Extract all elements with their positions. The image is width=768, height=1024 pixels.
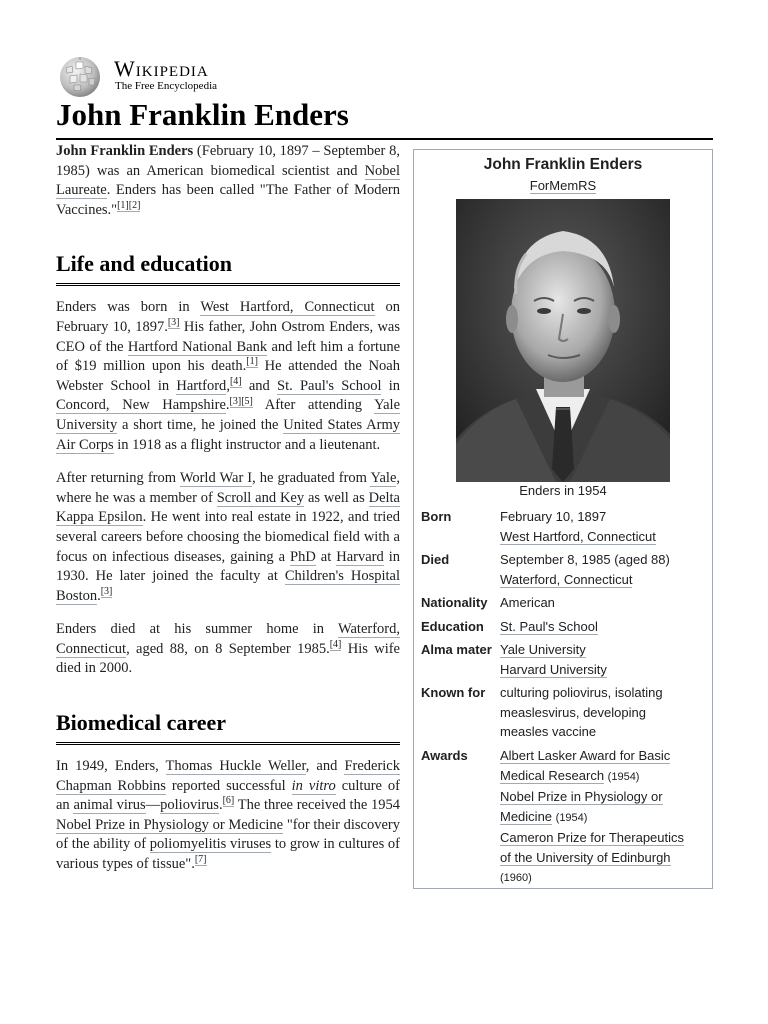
life-paragraph-1: [56, 298, 400, 455]
life-paragraph-2: [56, 469, 400, 606]
text-run: "for their discovery of the ability of: [56, 816, 400, 853]
page-title: John Franklin Enders: [56, 96, 713, 140]
link-scroll-and-key[interactable]: Scroll and Key: [216, 489, 305, 506]
row-label: Education: [421, 619, 484, 634]
link-in-vitro[interactable]: in vitro: [291, 777, 336, 794]
link-nobel-laureate[interactable]: Nobel Laureate: [56, 162, 400, 199]
photo-caption: Enders in 1954: [519, 483, 607, 498]
portrait-photo[interactable]: [456, 199, 670, 482]
link-alma-yale[interactable]: Yale University: [500, 642, 586, 657]
link-hartford-national-bank[interactable]: Hartford National Bank: [127, 338, 268, 355]
text-run: (February 10, 1897 – September 8, 1985) was an American biomedical scientist and: [56, 143, 400, 179]
text-run: as well as: [304, 489, 369, 506]
text-run: , he graduated from: [252, 470, 371, 487]
born-date: February 10, 1897: [500, 509, 607, 524]
text-run: at: [315, 548, 337, 565]
known-for-line: measles vaccine: [500, 724, 597, 739]
award-year: (1954): [555, 811, 588, 824]
portrait-illustration: [456, 199, 670, 482]
award-year: (1960): [500, 872, 532, 884]
link-lasker-award[interactable]: Albert Lasker Award for Basic: [500, 748, 671, 763]
intro-paragraph: [56, 142, 400, 220]
link-cameron-prize[interactable]: Cameron Prize for Therapeutics: [500, 830, 685, 845]
row-value: [500, 617, 710, 637]
link-nobel-prize[interactable]: Nobel Prize in Physiology or: [500, 789, 663, 804]
link-poliomyelitis-viruses[interactable]: poliomyelitis viruses: [149, 836, 272, 853]
text-run: , where he was a member of: [56, 470, 400, 506]
row-value: [500, 593, 710, 613]
text-run: , and: [305, 758, 345, 775]
link-st-pauls-school[interactable]: St. Paul's School: [277, 377, 382, 394]
text-run: in 1918 as a flight instructor and a lieutenant.: [113, 436, 381, 453]
text-run: Enders died at his summer home in: [56, 621, 338, 638]
text-run: on February 10, 1897.: [56, 299, 400, 335]
citation-ref[interactable]: [3][5]: [229, 395, 253, 407]
text-run: , aged 88, on 8 September 1985.: [126, 640, 330, 657]
citation-ref[interactable]: [1]: [246, 356, 258, 368]
link-yale[interactable]: Yale: [370, 470, 397, 487]
link-world-war-i[interactable]: World War I: [179, 470, 253, 487]
text-run: culture of an: [56, 777, 400, 814]
text-run: He attended the Noah Webster School in: [56, 358, 400, 394]
known-for-line: measlesvirus, developing: [500, 704, 646, 720]
text-run: .: [225, 397, 230, 414]
citation-ref[interactable]: [4]: [229, 375, 242, 387]
infobox: [413, 149, 713, 889]
row-label: Known for: [421, 685, 486, 700]
link-phd[interactable]: PhD: [290, 548, 316, 565]
text-run: Enders was born in: [56, 299, 201, 316]
life-paragraph-3: [56, 620, 400, 679]
text-run: in 1930. He later joined the faculty at: [56, 548, 401, 585]
link-concord-nh[interactable]: Concord, New Hampshire: [56, 397, 226, 414]
citation-ref[interactable]: [6]: [222, 795, 235, 807]
link-army-air-corps[interactable]: United States Army Air Corps: [56, 416, 400, 453]
row-label: Born: [421, 509, 452, 524]
link-cameron-prize[interactable]: of the University of Edinburgh: [500, 849, 671, 865]
link-nobel-prize-medicine[interactable]: Nobel Prize in Physiology or Medicine: [56, 816, 284, 833]
row-label: Awards: [421, 748, 468, 763]
infobox-title: John Franklin Enders: [483, 156, 643, 173]
text-run: in: [381, 377, 400, 394]
link-poliovirus[interactable]: poliovirus: [160, 797, 219, 814]
text-run: —: [145, 797, 161, 814]
link-alma-harvard[interactable]: Harvard University: [500, 661, 607, 677]
text-run: His wife died in 2000.: [56, 640, 400, 677]
text-run: .: [97, 587, 101, 604]
link-education[interactable]: St. Paul's School: [500, 619, 598, 634]
award-year: (1954): [607, 770, 640, 783]
row-value: [500, 550, 710, 589]
text-run: ,: [226, 377, 230, 394]
text-run: to grow in cultures of various types of tissue".: [56, 836, 401, 873]
text-run: . He went into real estate in 1922, and tried several careers before choosing the biomedical field with a focus on infectious diseases, gaining a: [56, 509, 400, 565]
link-thomas-weller[interactable]: Thomas Huckle Weller: [165, 758, 306, 775]
text-run: In 1949, Enders,: [56, 758, 166, 775]
section-heading-biomedical: Biomedical career: [56, 709, 400, 745]
link-lasker-award[interactable]: Medical Research: [500, 767, 605, 783]
citation-ref[interactable]: [4]: [329, 639, 342, 651]
infobox-subtitle: [414, 178, 712, 193]
link-frederick-robbins[interactable]: Frederick Chapman Robbins: [56, 758, 400, 794]
row-value: [500, 683, 710, 742]
row-label: Alma mater: [421, 642, 492, 657]
wikipedia-wordmark: Wikipedia: [114, 56, 209, 81]
row-value: [500, 746, 710, 889]
known-for-line: culturing poliovirus, isolating: [500, 685, 663, 700]
link-nobel-prize[interactable]: Medicine: [500, 808, 553, 824]
link-childrens-hospital-boston[interactable]: Children's Hospital Boston: [56, 568, 400, 604]
career-paragraph-1: [56, 757, 400, 875]
link-animal-virus[interactable]: animal virus: [73, 797, 146, 814]
row-label: Nationality: [421, 595, 488, 610]
subject-name: John Franklin Enders: [56, 143, 194, 159]
link-west-hartford[interactable]: West Hartford, Connecticut: [200, 299, 375, 316]
row-value: [500, 507, 710, 546]
text-run: His father, John Ostrom Enders, was CEO of the: [56, 318, 401, 355]
text-run: . Enders has been called "The Father of Modern Vaccines.": [56, 182, 400, 218]
link-harvard[interactable]: Harvard: [336, 548, 384, 565]
citation-ref[interactable]: [1][2]: [117, 199, 141, 211]
text-run: and: [241, 377, 277, 394]
link-yale-university[interactable]: Yale University: [56, 397, 400, 433]
citation-ref[interactable]: [3]: [167, 317, 180, 329]
text-run: .: [218, 797, 223, 814]
row-label: Died: [421, 552, 450, 567]
text-run: After attending: [252, 397, 375, 414]
site-tagline: The Free Encyclopedia: [115, 80, 218, 92]
text-run: After returning from: [56, 470, 180, 487]
site-header[interactable]: [56, 52, 356, 100]
nationality-value: American: [500, 595, 555, 610]
citation-ref[interactable]: [7]: [194, 854, 207, 866]
died-date: September 8, 1985 (aged 88): [500, 552, 670, 567]
article-body: [56, 142, 400, 889]
text-run: The three received the 1954: [234, 797, 401, 814]
link-hartford[interactable]: Hartford: [176, 377, 227, 394]
text-run: reported successful: [165, 777, 292, 794]
link-waterford-connecticut[interactable]: Waterford, Connecticut: [56, 621, 400, 657]
link-formemrs[interactable]: ForMemRS: [529, 178, 597, 193]
row-value: [500, 640, 710, 679]
wikipedia-globe-icon: [56, 54, 104, 98]
text-run: and left him a fortune of $19 million upon his death.: [56, 338, 401, 375]
citation-ref[interactable]: [3]: [100, 585, 113, 597]
text-run: a short time, he joined the: [117, 416, 284, 433]
link-died-place[interactable]: Waterford, Connecticut: [500, 571, 633, 587]
section-heading-life: Life and education: [56, 250, 400, 286]
link-born-place[interactable]: West Hartford, Connecticut: [500, 528, 656, 544]
link-delta-kappa-epsilon[interactable]: Delta Kappa Epsilon: [56, 489, 400, 526]
